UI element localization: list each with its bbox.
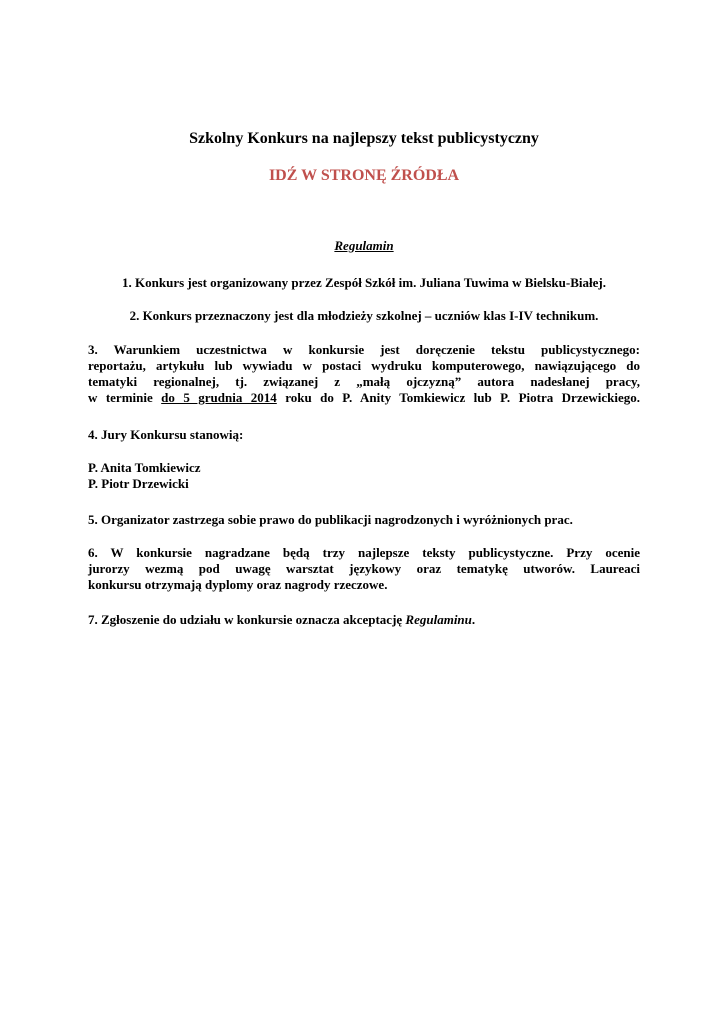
rule-7-italic: Regulaminu — [405, 612, 472, 627]
rule-4: 4. Jury Konkursu stanowią: — [88, 427, 244, 442]
rule-5: 5. Organizator zastrzega sobie prawo do publikacji nagrodzonych i wyróżnionych prac. — [88, 512, 573, 527]
rule-7 — [88, 612, 640, 628]
rule-3-line-4-start: w terminie — [88, 390, 162, 405]
rule-3-line-4 — [88, 390, 640, 406]
rule-3-line-1: 3. Warunkiem uczestnictwa w konkursie jest doręczenie tekstu publicystycznego: — [88, 342, 640, 357]
jury-member: P. Piotr Drzewicki — [88, 476, 189, 491]
document-title: Szkolny Konkurs na najlepszy tekst publicystyczny — [189, 130, 539, 147]
rule-6 — [88, 545, 640, 593]
deadline-date: do 5 grudnia 2014 — [161, 390, 277, 405]
rule-6-line-3: konkursu otrzymają dyplomy oraz nagrody rzeczowe. — [88, 577, 388, 592]
jury-member: P. Anita Tomkiewicz — [88, 460, 201, 475]
rule-3-line-2: reportażu, artykułu lub wywiadu w postaci wydruku komputerowego, nawiązującego do — [88, 358, 640, 373]
rule-3 — [88, 342, 640, 406]
rule-2: 2. Konkurs przeznaczony jest dla młodzieży szkolnej – uczniów klas I-IV technikum. — [129, 308, 599, 323]
rule-6-line-1: 6. W konkursie nagradzane będą trzy najlepsze teksty publicystyczne. Przy ocenie — [88, 545, 640, 560]
rule-3-line-3: tematyki regionalnej, tj. związanej z „małą ojczyzną” autora nadesłanej pracy, — [88, 374, 640, 389]
jury-list — [88, 460, 640, 492]
rule-7-text: 7. Zgłoszenie do udziału w konkursie oznacza akceptację — [88, 612, 406, 627]
regulations-heading: Regulamin — [334, 238, 394, 253]
rule-6-line-2: jurorzy wezmą pod uwagę warsztat językowy oraz tematykę utworów. Laureaci — [88, 561, 640, 576]
document-subtitle: IDŹ W STRONĘ ŹRÓDŁA — [268, 167, 460, 184]
rule-3-line-4-end: roku do P. Anity Tomkiewicz lub P. Piotra Drzewickiego. — [276, 390, 640, 405]
rule-7-end: . — [471, 612, 476, 627]
rule-1: 1. Konkurs jest organizowany przez Zespół Szkół im. Juliana Tuwima w Bielsku-Białej. — [122, 275, 606, 290]
